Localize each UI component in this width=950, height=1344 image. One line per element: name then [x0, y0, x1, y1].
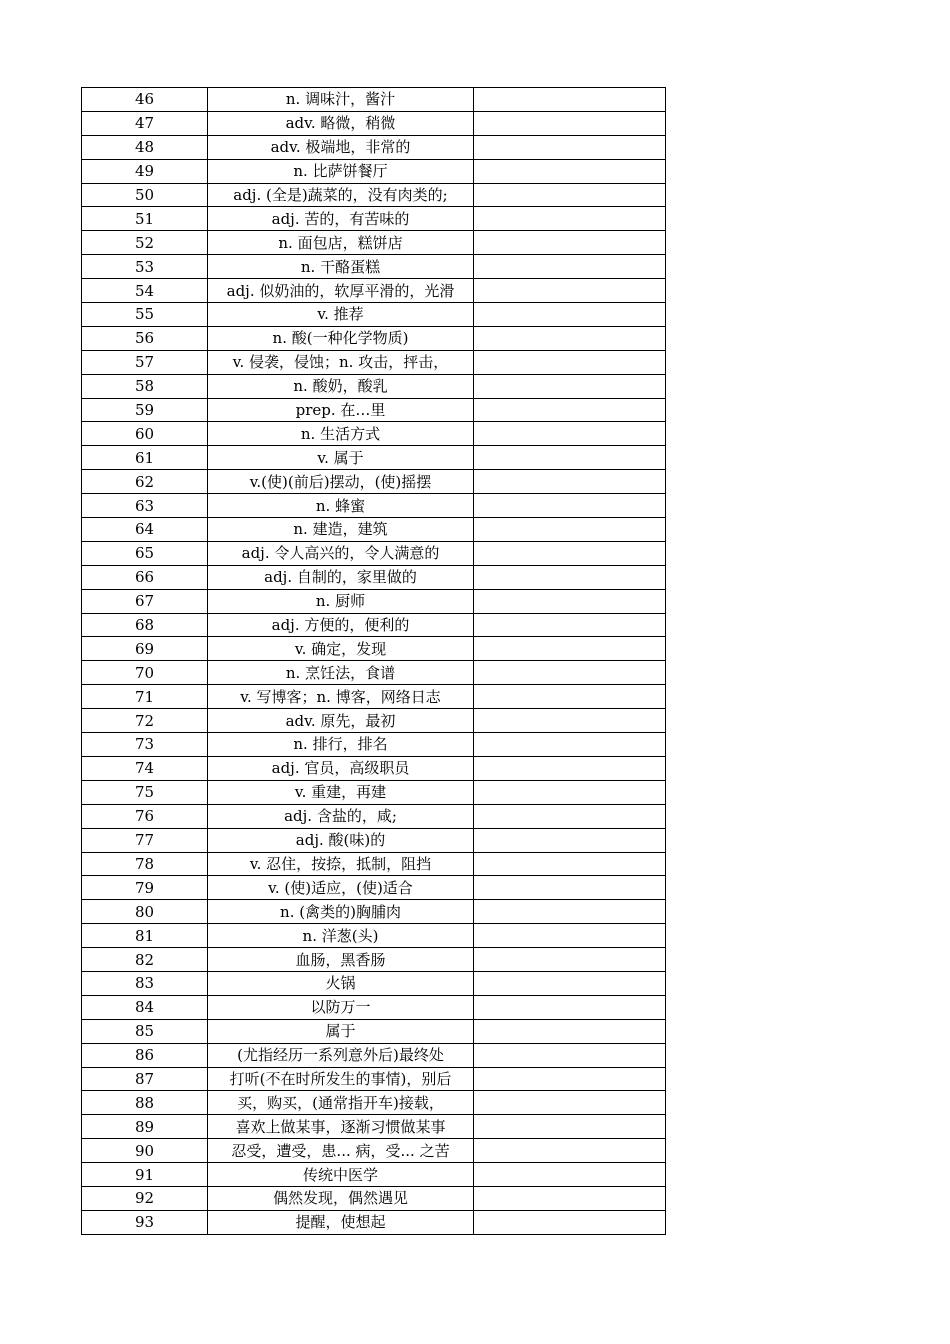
row-number-cell: 64 — [82, 518, 208, 542]
definition-cell: n. 建造，建筑 — [208, 518, 474, 542]
definition-cell: v. 侵袭，侵蚀；n. 攻击，抨击， — [208, 350, 474, 374]
table-row — [82, 828, 666, 852]
row-number-cell: 74 — [82, 756, 208, 780]
definition-cell: adv. 原先，最初 — [208, 709, 474, 733]
answer-cell[interactable] — [474, 303, 666, 327]
definition-cell: adj. 自制的，家里做的 — [208, 565, 474, 589]
definition-cell: adj. 令人高兴的，令人满意的 — [208, 541, 474, 565]
definition-cell: 喜欢上做某事，逐渐习惯做某事 — [208, 1115, 474, 1139]
table-row — [82, 159, 666, 183]
answer-cell[interactable] — [474, 374, 666, 398]
definition-cell: 打听(不在时所发生的事情)，别后 — [208, 1067, 474, 1091]
answer-cell[interactable] — [474, 231, 666, 255]
answer-cell[interactable] — [474, 255, 666, 279]
definition-cell: n. 面包店，糕饼店 — [208, 231, 474, 255]
definition-cell: 买，购买，(通常指开车)接载， — [208, 1091, 474, 1115]
answer-cell[interactable] — [474, 446, 666, 470]
row-number-cell: 47 — [82, 111, 208, 135]
definition-cell: v. (使)适应，(使)适合 — [208, 876, 474, 900]
definition-cell: v. 重建，再建 — [208, 780, 474, 804]
answer-cell[interactable] — [474, 518, 666, 542]
definition-cell: n. 比萨饼餐厅 — [208, 159, 474, 183]
table-row — [82, 470, 666, 494]
definition-cell: 火锅 — [208, 971, 474, 995]
definition-cell: n. 干酪蛋糕 — [208, 255, 474, 279]
definition-cell: n. 厨师 — [208, 589, 474, 613]
definition-cell: n. 生活方式 — [208, 422, 474, 446]
row-number-cell: 91 — [82, 1163, 208, 1187]
table-row — [82, 1186, 666, 1210]
answer-cell[interactable] — [474, 350, 666, 374]
answer-cell[interactable] — [474, 1043, 666, 1067]
answer-cell[interactable] — [474, 780, 666, 804]
table-row — [82, 1139, 666, 1163]
row-number-cell: 63 — [82, 494, 208, 518]
row-number-cell: 92 — [82, 1186, 208, 1210]
row-number-cell: 68 — [82, 613, 208, 637]
row-number-cell: 93 — [82, 1210, 208, 1234]
row-number-cell: 71 — [82, 685, 208, 709]
row-number-cell: 50 — [82, 183, 208, 207]
table-row — [82, 518, 666, 542]
definition-cell: adv. 略微，稍微 — [208, 111, 474, 135]
row-number-cell: 62 — [82, 470, 208, 494]
answer-cell[interactable] — [474, 1019, 666, 1043]
table-row — [82, 995, 666, 1019]
answer-cell[interactable] — [474, 876, 666, 900]
row-number-cell: 87 — [82, 1067, 208, 1091]
answer-cell[interactable] — [474, 183, 666, 207]
answer-cell[interactable] — [474, 1163, 666, 1187]
row-number-cell: 90 — [82, 1139, 208, 1163]
definition-cell: 以防万一 — [208, 995, 474, 1019]
answer-cell[interactable] — [474, 971, 666, 995]
answer-cell[interactable] — [474, 924, 666, 948]
table-row — [82, 733, 666, 757]
table-row — [82, 494, 666, 518]
row-number-cell: 86 — [82, 1043, 208, 1067]
answer-cell[interactable] — [474, 828, 666, 852]
answer-cell[interactable] — [474, 326, 666, 350]
vocabulary-table-body — [82, 88, 666, 1235]
answer-cell[interactable] — [474, 565, 666, 589]
row-number-cell: 53 — [82, 255, 208, 279]
answer-cell[interactable] — [474, 852, 666, 876]
definition-cell: 血肠，黑香肠 — [208, 948, 474, 972]
table-row — [82, 852, 666, 876]
vocabulary-table — [81, 87, 666, 1235]
table-row — [82, 1210, 666, 1234]
answer-cell[interactable] — [474, 135, 666, 159]
row-number-cell: 61 — [82, 446, 208, 470]
row-number-cell: 60 — [82, 422, 208, 446]
answer-cell[interactable] — [474, 541, 666, 565]
row-number-cell: 66 — [82, 565, 208, 589]
table-row — [82, 541, 666, 565]
answer-cell[interactable] — [474, 398, 666, 422]
answer-cell[interactable] — [474, 948, 666, 972]
answer-cell[interactable] — [474, 111, 666, 135]
row-number-cell: 78 — [82, 852, 208, 876]
definition-cell: n. 调味汁，酱汁 — [208, 88, 474, 112]
answer-cell[interactable] — [474, 1115, 666, 1139]
row-number-cell: 59 — [82, 398, 208, 422]
row-number-cell: 54 — [82, 279, 208, 303]
definition-cell: v. 写博客；n. 博客，网络日志 — [208, 685, 474, 709]
definition-cell: 传统中医学 — [208, 1163, 474, 1187]
definition-cell: v.(使)(前后)摆动，(使)摇摆 — [208, 470, 474, 494]
row-number-cell: 46 — [82, 88, 208, 112]
table-row — [82, 1043, 666, 1067]
definition-cell: adv. 极端地，非常的 — [208, 135, 474, 159]
row-number-cell: 89 — [82, 1115, 208, 1139]
answer-cell[interactable] — [474, 1067, 666, 1091]
definition-cell: n. 烹饪法，食谱 — [208, 661, 474, 685]
definition-cell: v. 忍住，按捺，抵制，阻挡 — [208, 852, 474, 876]
table-row — [82, 1163, 666, 1187]
answer-cell[interactable] — [474, 422, 666, 446]
row-number-cell: 49 — [82, 159, 208, 183]
row-number-cell: 72 — [82, 709, 208, 733]
table-row — [82, 589, 666, 613]
answer-cell[interactable] — [474, 159, 666, 183]
row-number-cell: 88 — [82, 1091, 208, 1115]
table-row — [82, 1067, 666, 1091]
definition-cell: n. 洋葱(头) — [208, 924, 474, 948]
table-row — [82, 685, 666, 709]
answer-cell[interactable] — [474, 661, 666, 685]
table-row — [82, 88, 666, 112]
table-row — [82, 637, 666, 661]
definition-cell: n. (禽类的)胸脯肉 — [208, 900, 474, 924]
table-row — [82, 398, 666, 422]
table-row — [82, 900, 666, 924]
answer-cell[interactable] — [474, 637, 666, 661]
table-row — [82, 135, 666, 159]
row-number-cell: 83 — [82, 971, 208, 995]
definition-cell: 偶然发现，偶然遇见 — [208, 1186, 474, 1210]
table-row — [82, 613, 666, 637]
table-row — [82, 111, 666, 135]
definition-cell: adj. 酸(味)的 — [208, 828, 474, 852]
definition-cell: adj. 苦的，有苦味的 — [208, 207, 474, 231]
answer-cell[interactable] — [474, 1210, 666, 1234]
definition-cell: adj. 似奶油的，软厚平滑的，光滑 — [208, 279, 474, 303]
definition-cell: adj. 官员，高级职员 — [208, 756, 474, 780]
row-number-cell: 52 — [82, 231, 208, 255]
row-number-cell: 67 — [82, 589, 208, 613]
answer-cell[interactable] — [474, 1186, 666, 1210]
table-row — [82, 756, 666, 780]
table-row — [82, 948, 666, 972]
row-number-cell: 73 — [82, 733, 208, 757]
answer-cell[interactable] — [474, 1091, 666, 1115]
row-number-cell: 51 — [82, 207, 208, 231]
table-row — [82, 207, 666, 231]
row-number-cell: 69 — [82, 637, 208, 661]
answer-cell[interactable] — [474, 470, 666, 494]
table-row — [82, 661, 666, 685]
answer-cell[interactable] — [474, 88, 666, 112]
table-row — [82, 804, 666, 828]
answer-cell[interactable] — [474, 995, 666, 1019]
answer-cell[interactable] — [474, 733, 666, 757]
row-number-cell: 84 — [82, 995, 208, 1019]
definition-cell: v. 确定，发现 — [208, 637, 474, 661]
definition-cell: 属于 — [208, 1019, 474, 1043]
definition-cell: adj. 方便的，便利的 — [208, 613, 474, 637]
answer-cell[interactable] — [474, 1139, 666, 1163]
row-number-cell: 82 — [82, 948, 208, 972]
definition-cell: n. 酸奶，酸乳 — [208, 374, 474, 398]
definition-cell: v. 属于 — [208, 446, 474, 470]
table-row — [82, 565, 666, 589]
row-number-cell: 55 — [82, 303, 208, 327]
row-number-cell: 65 — [82, 541, 208, 565]
table-row — [82, 231, 666, 255]
table-row — [82, 303, 666, 327]
answer-cell[interactable] — [474, 756, 666, 780]
table-row — [82, 1091, 666, 1115]
definition-cell: prep. 在…里 — [208, 398, 474, 422]
table-row — [82, 1115, 666, 1139]
definition-cell: n. 酸(一种化学物质) — [208, 326, 474, 350]
table-row — [82, 183, 666, 207]
definition-cell: adj. (全是)蔬菜的，没有肉类的; — [208, 183, 474, 207]
row-number-cell: 80 — [82, 900, 208, 924]
table-row — [82, 255, 666, 279]
row-number-cell: 48 — [82, 135, 208, 159]
row-number-cell: 58 — [82, 374, 208, 398]
row-number-cell: 81 — [82, 924, 208, 948]
table-row — [82, 350, 666, 374]
definition-cell: 提醒，使想起 — [208, 1210, 474, 1234]
answer-cell[interactable] — [474, 900, 666, 924]
definition-cell: adj. 含盐的，咸; — [208, 804, 474, 828]
definition-cell: n. 蜂蜜 — [208, 494, 474, 518]
table-row — [82, 374, 666, 398]
definition-cell: n. 排行，排名 — [208, 733, 474, 757]
row-number-cell: 70 — [82, 661, 208, 685]
row-number-cell: 76 — [82, 804, 208, 828]
table-row — [82, 709, 666, 733]
table-row — [82, 279, 666, 303]
table-row — [82, 326, 666, 350]
row-number-cell: 77 — [82, 828, 208, 852]
answer-cell[interactable] — [474, 279, 666, 303]
table-row — [82, 446, 666, 470]
row-number-cell: 57 — [82, 350, 208, 374]
answer-cell[interactable] — [474, 494, 666, 518]
table-row — [82, 971, 666, 995]
answer-cell[interactable] — [474, 613, 666, 637]
row-number-cell: 56 — [82, 326, 208, 350]
definition-cell: v. 推荐 — [208, 303, 474, 327]
table-row — [82, 1019, 666, 1043]
definition-cell: (尤指经历一系列意外后)最终处 — [208, 1043, 474, 1067]
table-row — [82, 422, 666, 446]
row-number-cell: 75 — [82, 780, 208, 804]
answer-cell[interactable] — [474, 589, 666, 613]
answer-cell[interactable] — [474, 685, 666, 709]
answer-cell[interactable] — [474, 709, 666, 733]
table-row — [82, 924, 666, 948]
answer-cell[interactable] — [474, 804, 666, 828]
row-number-cell: 85 — [82, 1019, 208, 1043]
row-number-cell: 79 — [82, 876, 208, 900]
table-row — [82, 876, 666, 900]
answer-cell[interactable] — [474, 207, 666, 231]
definition-cell: 忍受，遭受，患... 病，受... 之苦 — [208, 1139, 474, 1163]
table-row — [82, 780, 666, 804]
